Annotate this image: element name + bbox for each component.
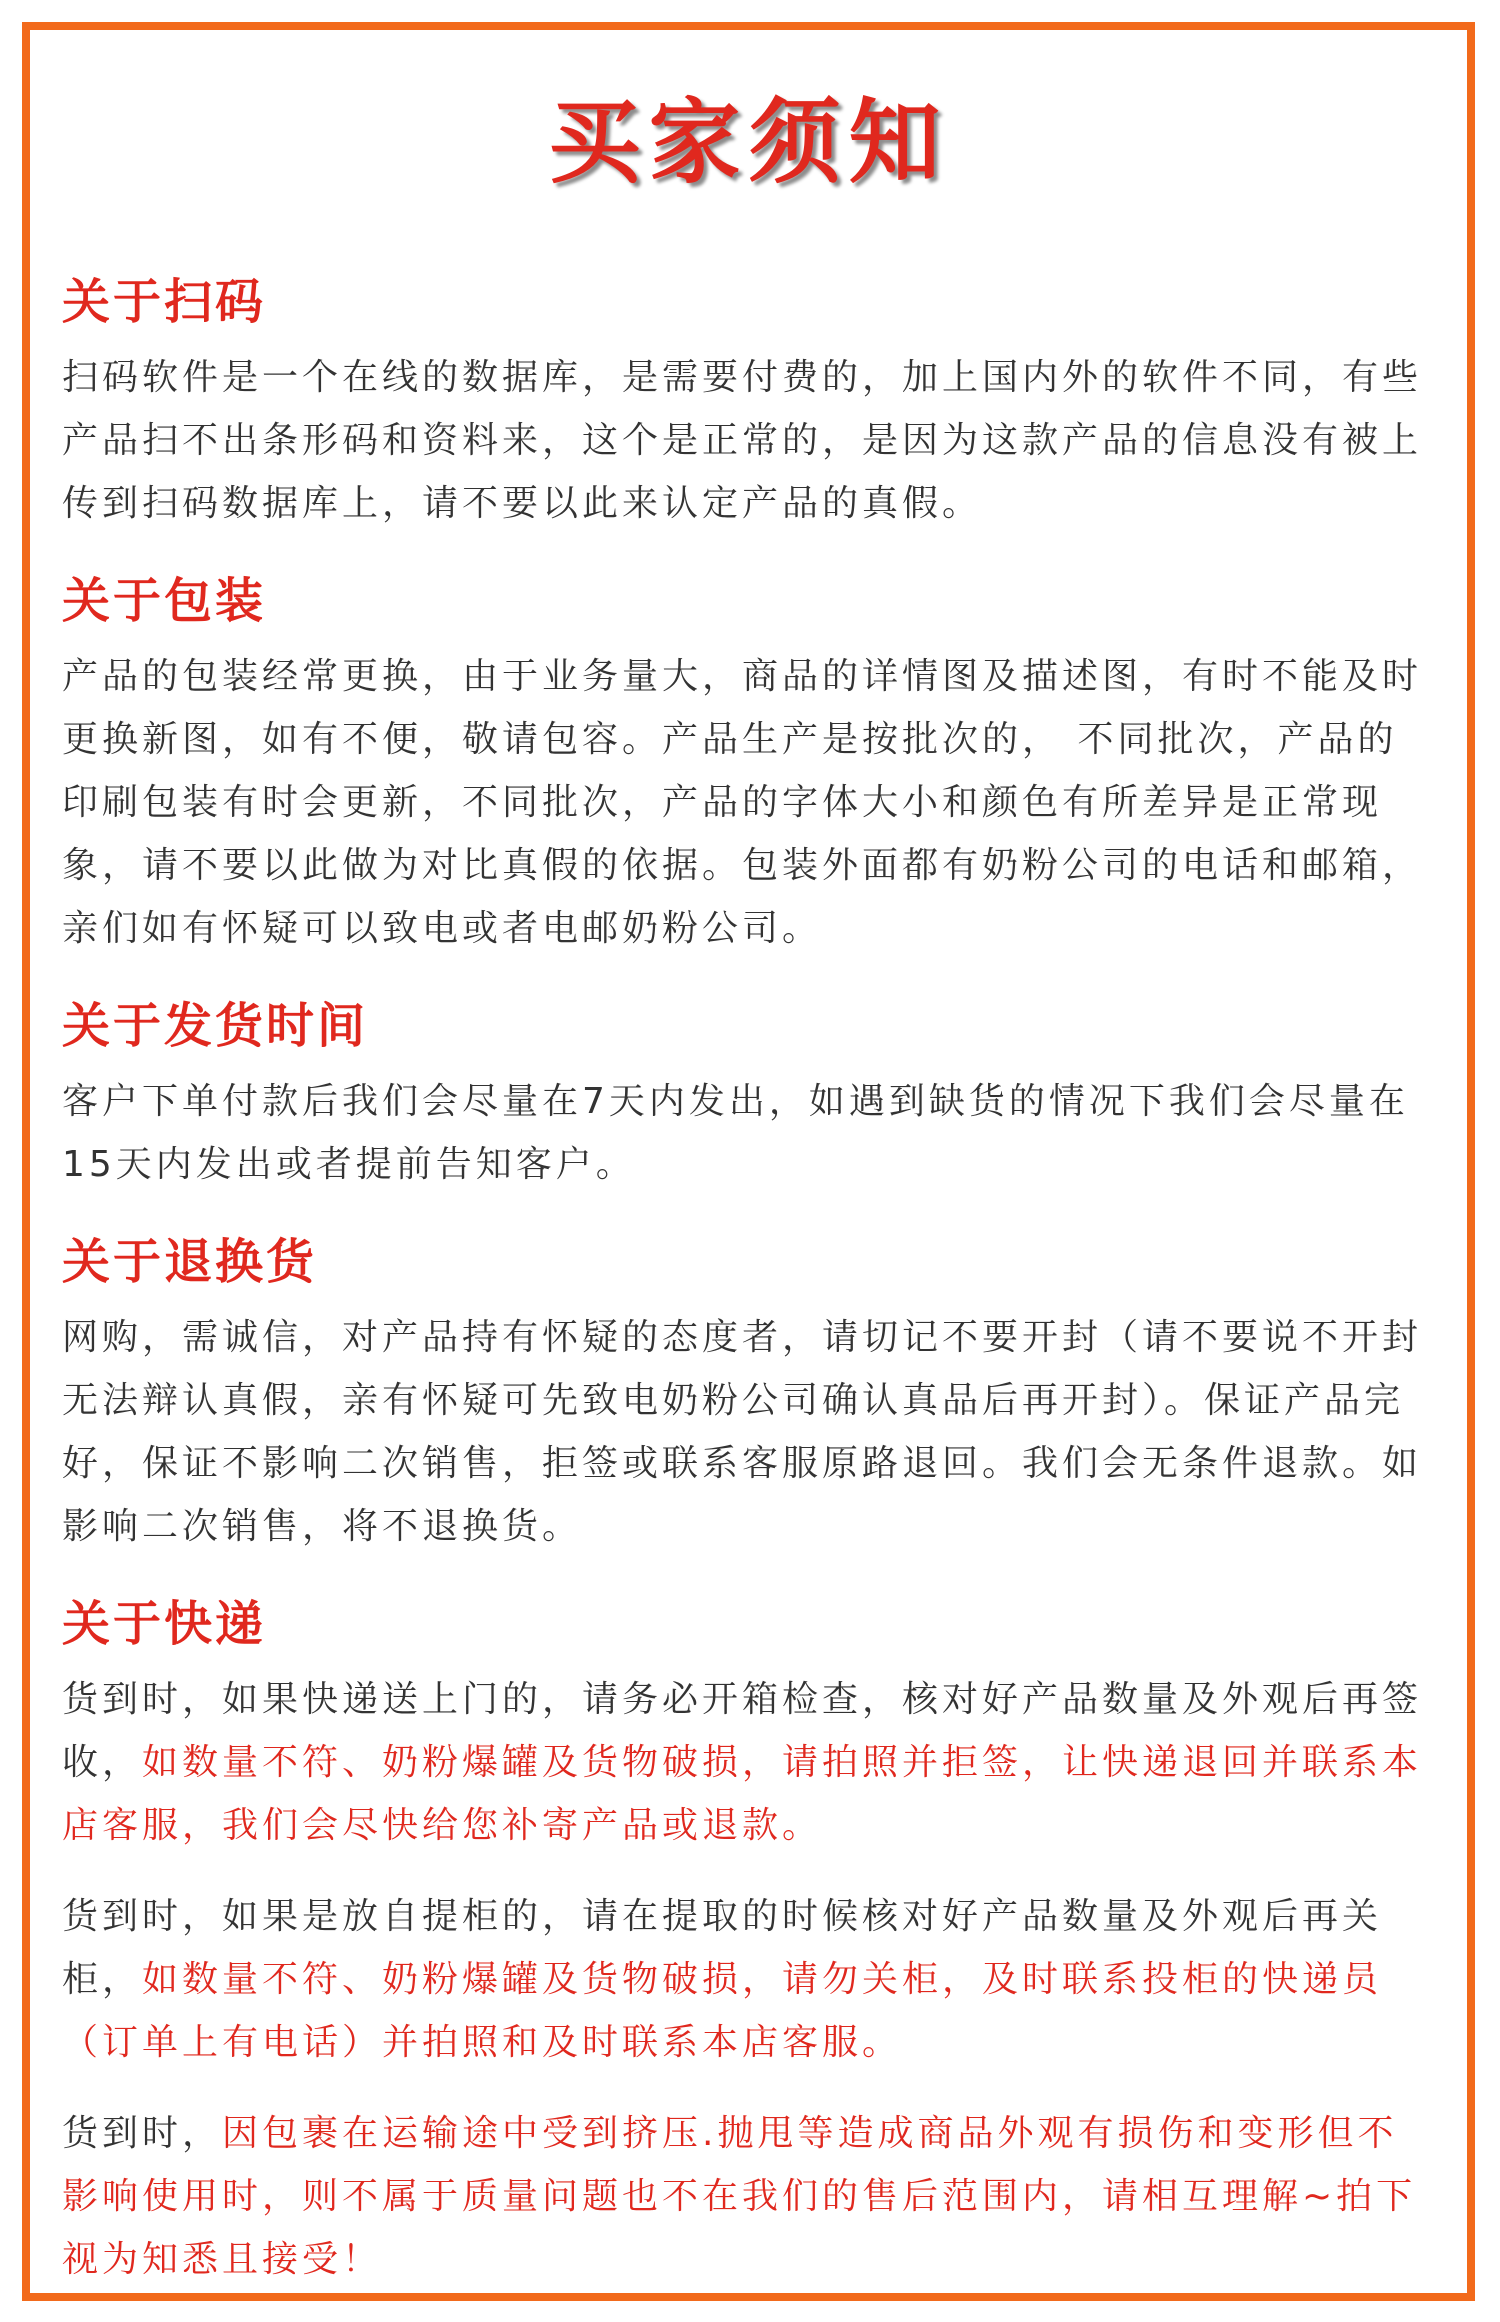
section-heading: 关于发货时间: [62, 998, 369, 1054]
courier-paragraph-locker: [62, 1885, 1435, 2074]
section-body: 扫码软件是一个在线的数据库，是需要付费的，加上国内外的软件不同，有些产品扫不出条形码和资料来，这个是正常的，是因为这款产品的信息没有被上传到扫码数据库上，请不要以此来认定产品的真假。: [62, 357, 1423, 524]
section-scan-code: [62, 270, 1435, 535]
courier-paragraph-plain: 货到时，如果是放自提柜的，请在提取的时候核对好产品数量及外观后再关柜，: [62, 1896, 1383, 2000]
section-body: 客户下单付款后我们会尽量在7天内发出，如遇到缺货的情况下我们会尽量在15天内发出或者提前告知客户。: [62, 1081, 1409, 1185]
section-heading: 关于扫码: [62, 274, 267, 330]
section-body: 网购，需诚信，对产品持有怀疑的态度者，请切记不要开封（请不要说不开封无法辩认真假，亲有怀疑可先致电奶粉公司确认真品后再开封）。保证产品完好，保证不影响二次销售，拒签或联系客服原路退回。我们会无条件退款。如影响二次销售，将不退换货。: [62, 1317, 1423, 1547]
section-courier: [62, 1592, 1435, 2291]
section-heading: 关于包装: [62, 573, 267, 629]
notice-frame: [22, 22, 1475, 2301]
courier-paragraph-highlight: 如数量不符、奶粉爆罐及货物破损，请拍照并拒签，让快递退回并联系本店客服，我们会尽快给您补寄产品或退款。: [62, 1742, 1423, 1846]
courier-paragraph-plain: 货到时，如果快递送上门的，请务必开箱检查，核对好产品数量及外观后再签收，: [62, 1679, 1423, 1783]
notice-content: [62, 270, 1435, 2291]
courier-paragraph-highlight: 如数量不符、奶粉爆罐及货物破损，请勿关柜，及时联系投柜的快递员（订单上有电话）并拍照和及时联系本店客服。: [62, 1959, 1383, 2063]
section-packaging: [62, 569, 1435, 960]
section-heading: 关于快递: [62, 1596, 267, 1652]
courier-paragraph-plain: 货到时，: [62, 2113, 223, 2154]
courier-paragraph-highlight: 因包裹在运输途中受到挤压.抛甩等造成商品外观有损伤和变形但不影响使用时，则不属于质量问题也不在我们的售后范围内，请相互理解~拍下视为知悉且接受！: [62, 2113, 1417, 2280]
section-shipping-time: [62, 994, 1435, 1196]
section-body: 产品的包装经常更换，由于业务量大，商品的详情图及描述图，有时不能及时更换新图，如有不便，敬请包容。产品生产是按批次的， 不同批次，产品的印刷包装有时会更新，不同批次，产品的字体大小和颜色有所差异是正常现象，请不要以此做为对比真假的依据。包装外面都有奶粉公司的电话和邮箱，亲们如有怀疑可以致电或者电邮奶粉公司。: [62, 656, 1423, 949]
section-returns: [62, 1230, 1435, 1558]
courier-paragraph-damage: [62, 2102, 1435, 2291]
courier-paragraph-delivery: [62, 1668, 1435, 1857]
page-title: 买家须知: [548, 89, 949, 196]
section-heading: 关于退换货: [62, 1234, 318, 1290]
